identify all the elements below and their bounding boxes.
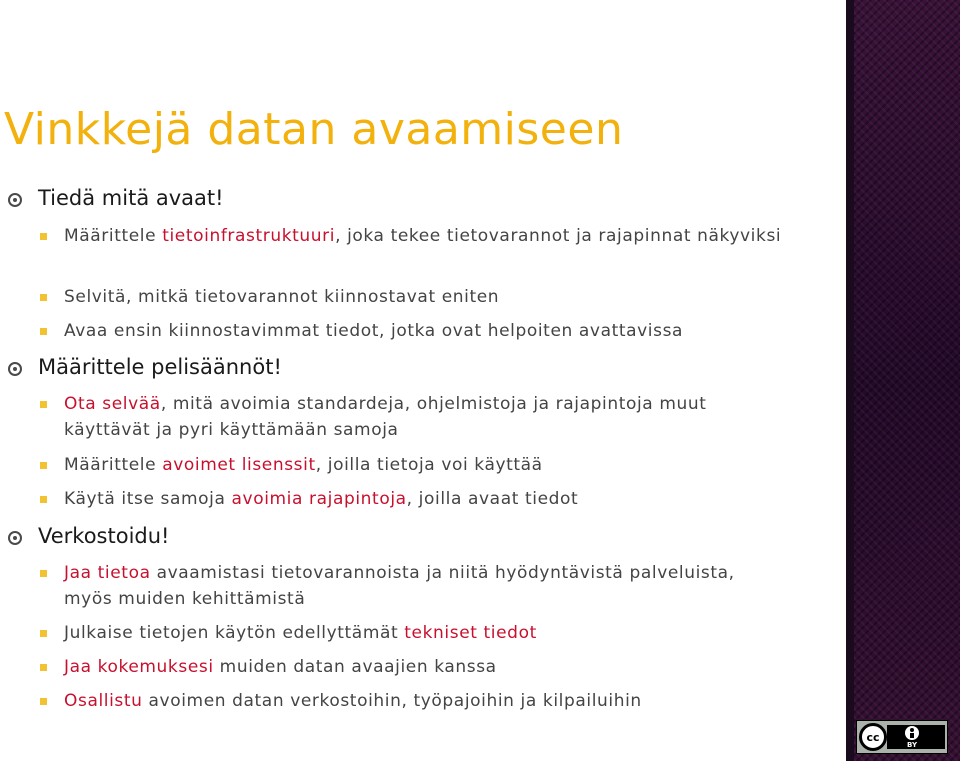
square-bullet-icon bbox=[40, 698, 47, 705]
list-item: Julkaise tietojen käytön edellyttämät tekniset tiedot bbox=[64, 623, 537, 643]
list-item: Jaa tietoa avaamistasi tietovarannoista ja niitä hyödyntävistä palveluista, myös muiden kehittämistä bbox=[64, 563, 735, 609]
circle-bullet-icon bbox=[8, 531, 22, 545]
cc-logo-icon: cc bbox=[859, 723, 887, 751]
highlight-term: Ota selvää bbox=[64, 394, 161, 414]
square-bullet-icon bbox=[40, 401, 47, 408]
list-item: Ota selvää, mitä avoimia standardeja, ohjelmistoja ja rajapintoja muut käyttävät ja pyri käyttämään samoja bbox=[64, 394, 707, 440]
person-icon bbox=[905, 726, 919, 740]
list-item: Selvitä, mitkä tietovarannot kiinnostavat eniten bbox=[64, 287, 500, 307]
square-bullet-icon bbox=[40, 462, 47, 469]
highlight-term: tekniset tiedot bbox=[404, 623, 537, 643]
list-item: Avaa ensin kiinnostavimmat tiedot, jotka ovat helpoiten avattavissa bbox=[64, 321, 684, 341]
list-item: Käytä itse samoja avoimia rajapintoja, joilla avaat tiedot bbox=[64, 489, 579, 509]
circle-bullet-icon bbox=[8, 362, 22, 376]
square-bullet-icon bbox=[40, 328, 47, 335]
slide-title: Vinkkejä datan avaamiseen bbox=[4, 104, 624, 155]
list-item: Määrittele avoimet lisenssit, joilla tietoja voi käyttää bbox=[64, 455, 543, 475]
highlight-term: Osallistu bbox=[64, 691, 143, 711]
square-bullet-icon bbox=[40, 496, 47, 503]
square-bullet-icon bbox=[40, 294, 47, 301]
section-heading: Verkostoidu! bbox=[38, 524, 170, 548]
square-bullet-icon bbox=[40, 630, 47, 637]
circle-bullet-icon bbox=[8, 193, 22, 207]
highlight-term: avoimet lisenssit bbox=[162, 455, 316, 475]
highlight-term: tietoinfrastruktuuri bbox=[162, 226, 336, 246]
decorative-side-panel bbox=[846, 0, 960, 761]
square-bullet-icon bbox=[40, 233, 47, 240]
list-item: Jaa kokemuksesi muiden datan avaajien kanssa bbox=[64, 657, 497, 677]
highlight-term: Jaa kokemuksesi bbox=[64, 657, 214, 677]
highlight-term: Jaa tietoa bbox=[64, 563, 151, 583]
license-label: BY bbox=[907, 741, 918, 749]
square-bullet-icon bbox=[40, 570, 47, 577]
section-heading: Määrittele pelisäännöt! bbox=[38, 355, 282, 379]
list-item: Määrittele tietoinfrastruktuuri, joka tekee tietovarannot ja rajapinnat näkyviksi bbox=[64, 226, 782, 246]
square-bullet-icon bbox=[40, 664, 47, 671]
highlight-term: avoimia rajapintoja bbox=[231, 489, 407, 509]
cc-by-license-badge bbox=[856, 720, 948, 754]
list-item: Osallistu avoimen datan verkostoihin, työpajoihin ja kilpailuihin bbox=[64, 691, 642, 711]
section-heading: Tiedä mitä avaat! bbox=[38, 186, 224, 210]
